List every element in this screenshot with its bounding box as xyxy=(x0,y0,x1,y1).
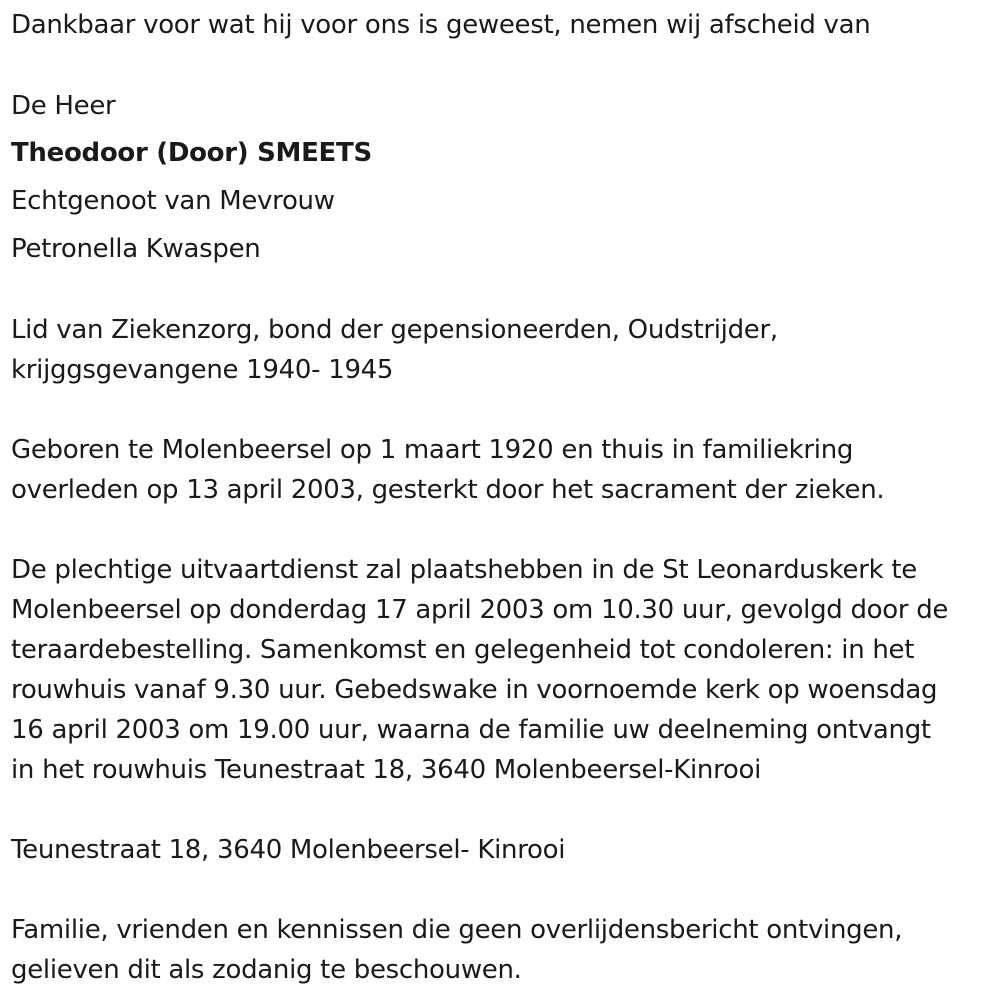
funeral-line: in het rouwhuis Teunestraat 18, 3640 Molenbeersel-Kinrooi xyxy=(11,755,762,785)
closing-line: gelieven dit als zodanig te beschouwen. xyxy=(11,955,522,985)
spouse-line-2: Petronella Kwaspen xyxy=(11,234,261,264)
spouse-line-1: Echtgenoot van Mevrouw xyxy=(11,186,335,216)
funeral-line: Molenbeersel op donderdag 17 april 2003 om 10.30 uur, gevolgd door de xyxy=(11,595,949,625)
funeral-line: 16 april 2003 om 19.00 uur, waarna de familie uw deelneming ontvangt xyxy=(11,715,931,745)
funeral-line: teraardebestelling. Samenkomst en gelegenheid tot condoleren: in het xyxy=(11,635,915,665)
closing-line: Familie, vrienden en kennissen die geen overlijdensbericht ontvingen, xyxy=(11,915,903,945)
title-prefix: De Heer xyxy=(11,91,116,121)
membership-line: krijggsgevangene 1940- 1945 xyxy=(11,355,394,385)
intro-text: Dankbaar voor wat hij voor ons is geweest, nemen wij afscheid van xyxy=(11,10,871,40)
address-line: Teunestraat 18, 3640 Molenbeersel- Kinrooi xyxy=(11,835,566,865)
membership-line: Lid van Ziekenzorg, bond der gepensioneerden, Oudstrijder, xyxy=(11,315,778,345)
funeral-line: rouwhuis vanaf 9.30 uur. Gebedswake in voornoemde kerk op woensdag xyxy=(11,675,938,705)
funeral-line: De plechtige uitvaartdienst zal plaatshebben in de St Leonarduskerk te xyxy=(11,555,917,585)
deceased-name: Theodoor (Door) SMEETS xyxy=(11,138,372,168)
birth-death-line: Geboren te Molenbeersel op 1 maart 1920 en thuis in familiekring xyxy=(11,435,854,465)
birth-death-line: overleden op 13 april 2003, gesterkt door het sacrament der zieken. xyxy=(11,475,885,505)
